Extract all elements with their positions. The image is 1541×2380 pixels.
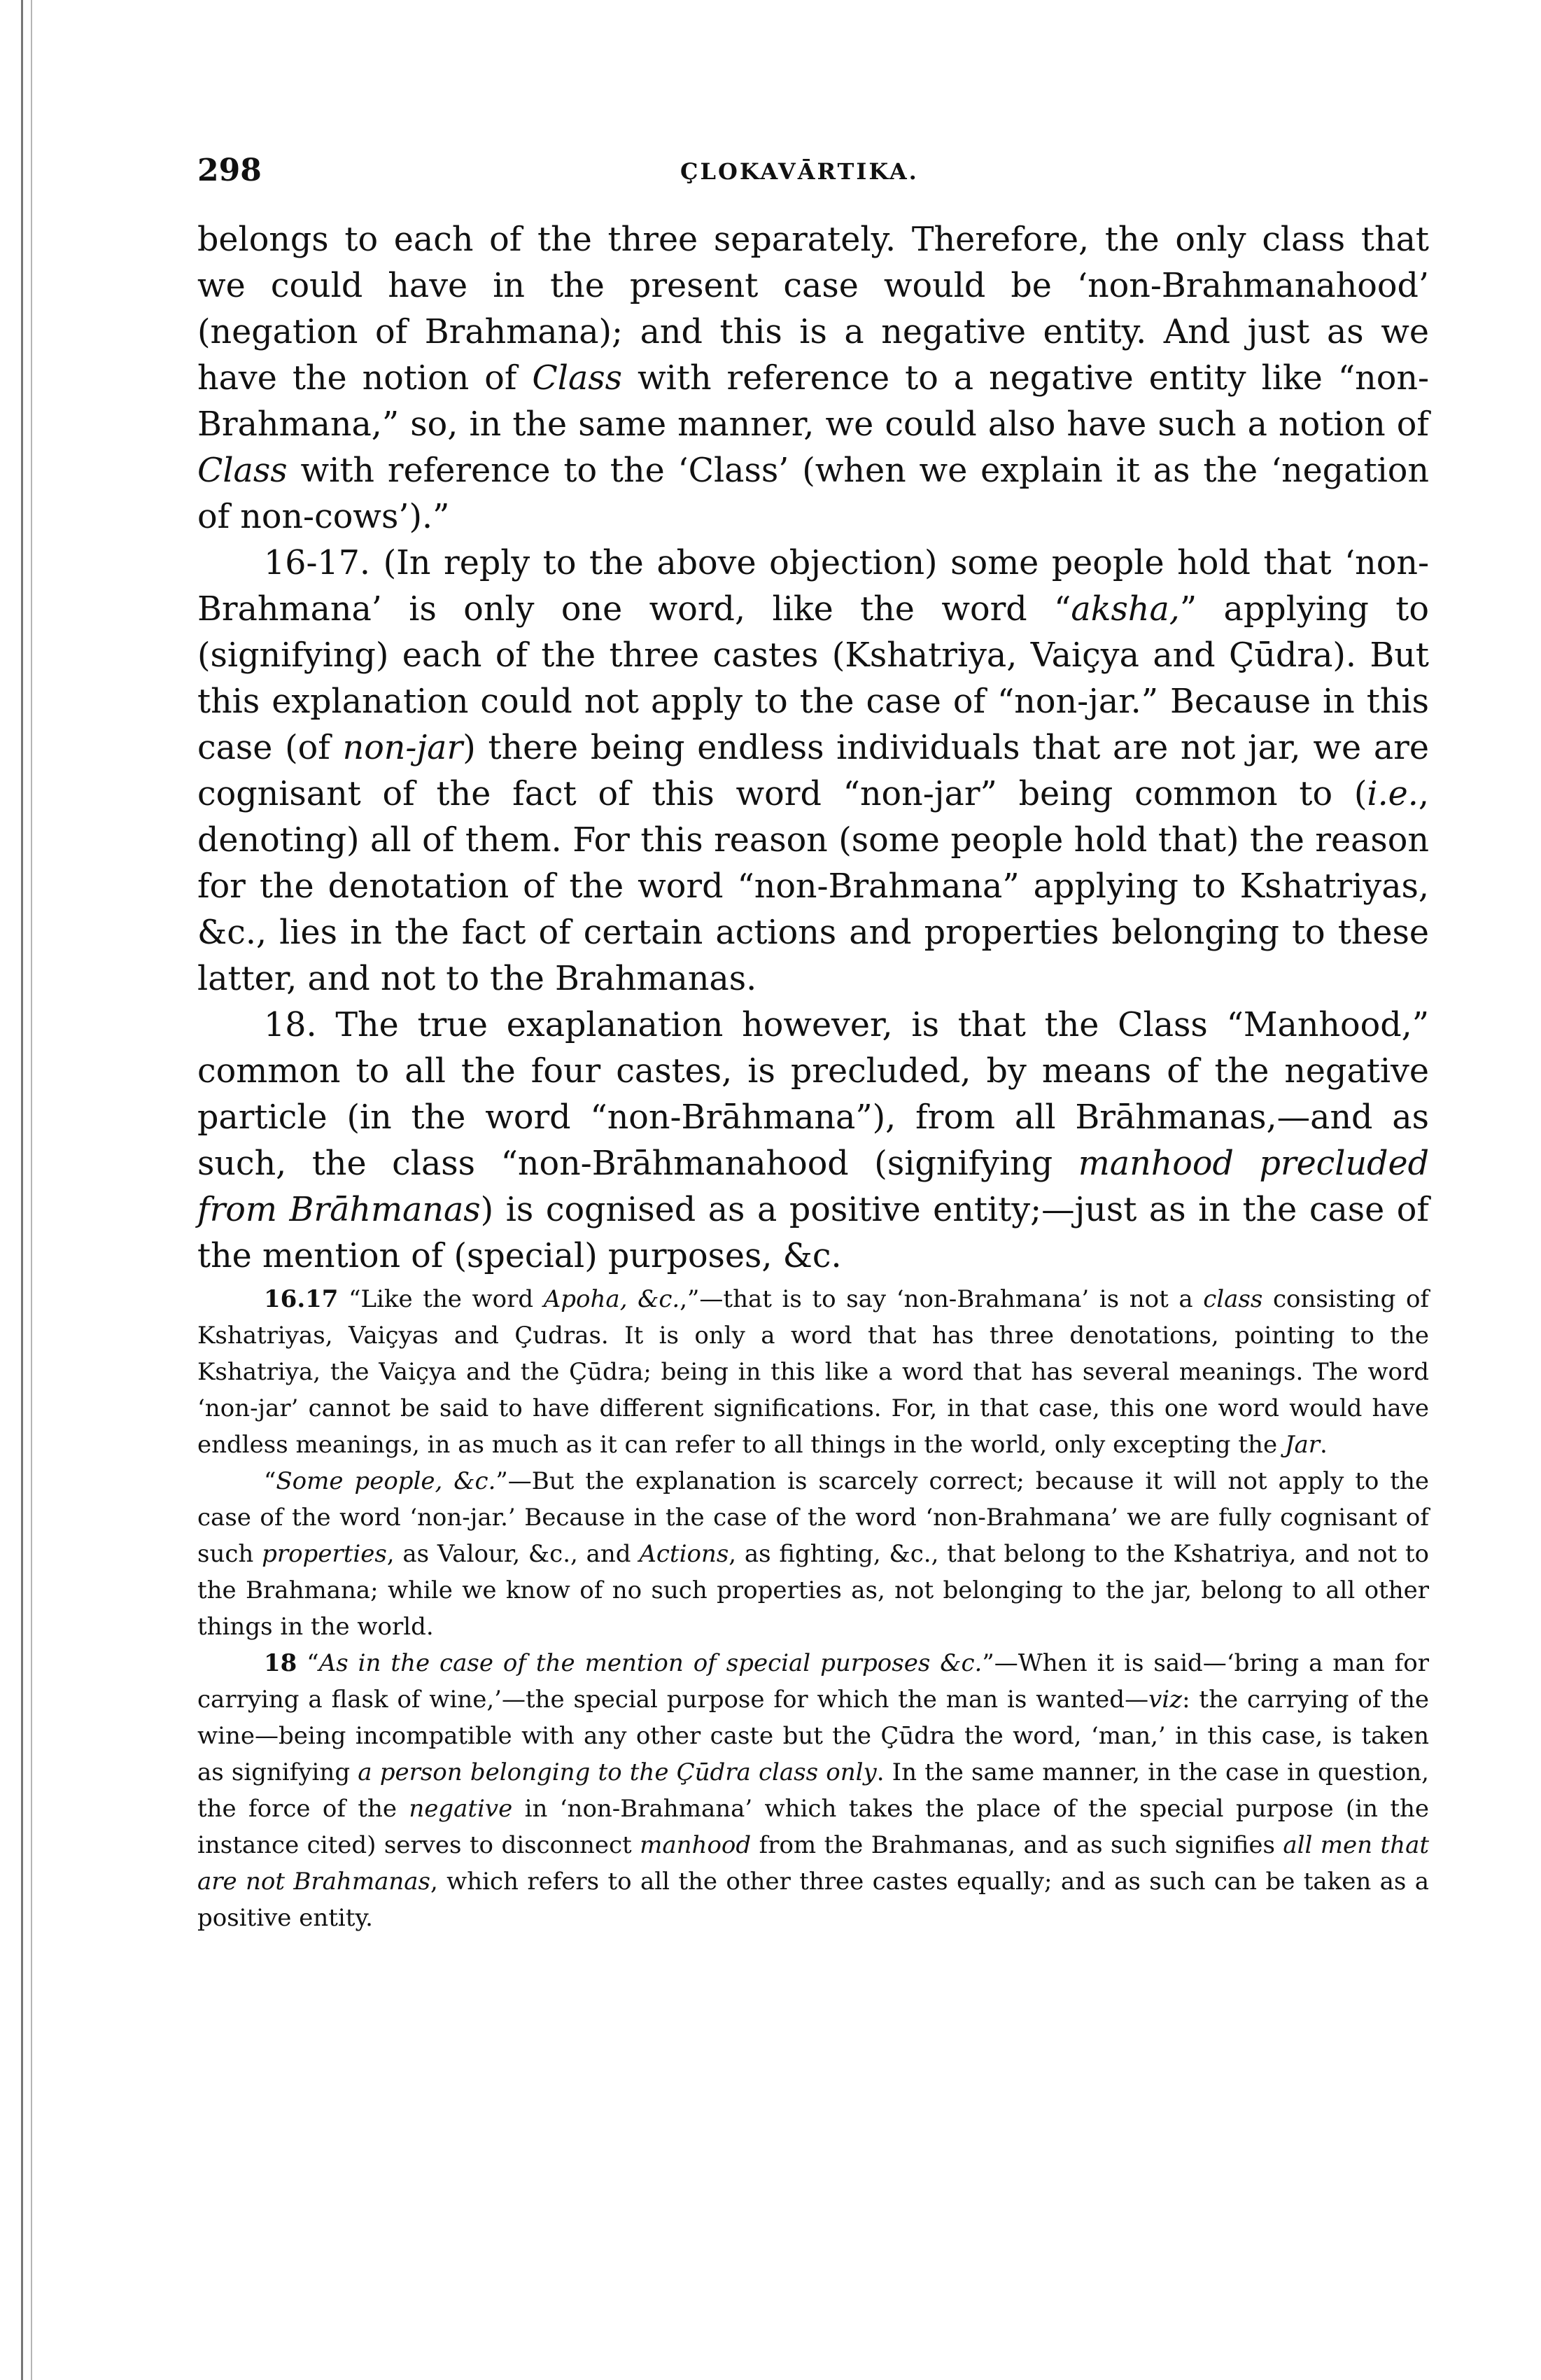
- paragraph-18: [197, 1002, 1429, 1280]
- italic-term: manhood precluded from Brāhmanas: [197, 1144, 1429, 1229]
- text-run: belongs to each of the three separately. Therefore, the only class that we could have in the present case would be ‘non-Brahmanahood’ (negation of Brahmana); and this is a negative entity. And just as we have the notion of: [197, 220, 1429, 398]
- footnote-18: [197, 1645, 1429, 1936]
- text-run: with reference to a negative entity like “non-Brahmana,” so, in the same manner, we could also have such a notion of: [197, 359, 1429, 444]
- scan-margin-rule-secondary: [31, 0, 32, 2380]
- text-run: (In reply to the above objection) some people hold that ‘non-Brahmana’ is only one word, like the word “: [197, 544, 1429, 629]
- italic-term: Apoha, &c.: [543, 1285, 680, 1313]
- italic-term: Actions: [639, 1540, 729, 1568]
- text-run: .: [1320, 1431, 1328, 1459]
- footnote-16-17: [197, 1281, 1429, 1463]
- verse-number: 18.: [264, 1006, 317, 1044]
- italic-term: Jar: [1284, 1431, 1321, 1459]
- footnotes: [197, 1281, 1429, 1936]
- italic-term: Class: [532, 359, 623, 398]
- text-run: ”—When it is said—‘bring a man for carrying a flask of wine,’—the special purpose for which the man is wanted—: [197, 1649, 1429, 1714]
- page-header: [197, 153, 1429, 195]
- text-run: : the carrying of the wine—being incompatible with any other caste but the Çūdra the word, ‘man,’ in this case, is taken as signifying: [197, 1686, 1429, 1786]
- verse-number: 16-17.: [264, 544, 371, 582]
- text-run: , which refers to all the other three castes equally; and as such can be taken as a positive entity.: [197, 1868, 1429, 1932]
- text-run: in ‘non-Brahmana’ which takes the place of the special purpose (in the instance cited) serves to disconnect: [197, 1795, 1430, 1859]
- text-run: ,”—that is to say ‘non-Brahmana’ is not a: [680, 1285, 1204, 1313]
- scan-margin-rule: [21, 0, 23, 2380]
- text-run: , denoting) all of them. For this reason (some people hold that) the reason for the denotation of the word “non-Brahmana” applying to Kshatriyas, &c., lies in the fact of certain actions and properties belonging to these latter, and not to the Brahmanas.: [197, 775, 1429, 998]
- footnote-number: 16.17: [264, 1285, 339, 1313]
- text-run: ) is cognised as a positive entity;—just as in the case of the mention of (special) purposes, &c.: [197, 1191, 1429, 1275]
- main-text: [197, 217, 1429, 1280]
- text-run: “: [264, 1467, 276, 1495]
- text-run: “Like the word: [338, 1285, 544, 1313]
- text-run: consisting of Kshatriyas, Vaiçyas and Çudras. It is only a word that has three denotations, pointing to the Kshatriya, the Vaiçya and the Çūdra; being in this like a word that has several meanings. The word ‘non-jar’ cannot be said to have different significations. For, in that case, this one word would have endless meanings, in as much as it can refer to all things in the world, only excepting the: [197, 1285, 1429, 1459]
- italic-term: As in the case of the mention of special purposes &c.: [318, 1649, 983, 1677]
- page-number: 298: [197, 153, 262, 188]
- text-run: “: [297, 1649, 319, 1677]
- footnote-some-people: [197, 1463, 1429, 1645]
- text-run: ” applying to (signifying) each of the three castes (Kshatriya, Vaiçya and Çūdra). But this explanation could not apply to the case of “non-jar.” Because in this case (of: [197, 590, 1429, 767]
- text-run: , as fighting, &c., that belong to the Kshatriya, and not to the Brahmana; while we know of no such properties as, not belonging to the jar, belong to all other things in the world.: [197, 1540, 1429, 1641]
- text-run: ) there being endless individuals that are not jar, we are cognisant of the fact of this word “non-jar” being common to (: [197, 729, 1429, 813]
- italic-term: negative: [409, 1795, 513, 1823]
- text-run: The true exaplanation however, is that the Class “Manhood,” common to all the four castes, is precluded, by means of the negative particle (in the word “non-Brāhmana”), from all Brāhmanas,—and as such, the class “non-Brāhmanahood (signifying: [197, 1006, 1429, 1183]
- italic-term: viz: [1148, 1686, 1183, 1714]
- text-run: from the Brahmanas, and as such signifies: [751, 1831, 1283, 1859]
- italic-term: Some people, &c.: [276, 1467, 496, 1495]
- italic-term: manhood: [640, 1831, 752, 1859]
- text-run: , as Valour, &c., and: [386, 1540, 640, 1568]
- text-run: ”—But the explanation is scarcely correct; because it will not apply to the case of the word ‘non-jar.’ Because in the case of the word ‘non-Brahmana’ we are fully cognisant of such: [197, 1467, 1429, 1568]
- text-run: . In the same manner, in the case in question, the force of the: [197, 1758, 1429, 1823]
- italic-term: a person belonging to the Çūdra class only: [358, 1758, 877, 1786]
- italic-term: properties: [262, 1540, 387, 1568]
- italic-term: i.e.: [1367, 775, 1419, 813]
- paragraph-continuation: [197, 217, 1429, 540]
- italic-term: non-jar: [342, 729, 463, 767]
- italic-term: aksha,: [1071, 590, 1180, 629]
- running-head: ÇLOKAVĀRTIKA.: [680, 158, 919, 185]
- italic-term: class: [1203, 1285, 1263, 1313]
- italic-term: all men that are not Brahmanas: [197, 1831, 1430, 1896]
- italic-term: Class: [197, 451, 288, 490]
- footnote-number: 18: [264, 1649, 297, 1677]
- paragraph-16-17: [197, 540, 1429, 1002]
- text-run: with reference to the ‘Class’ (when we explain it as the ‘negation of non-cows’).”: [197, 451, 1429, 536]
